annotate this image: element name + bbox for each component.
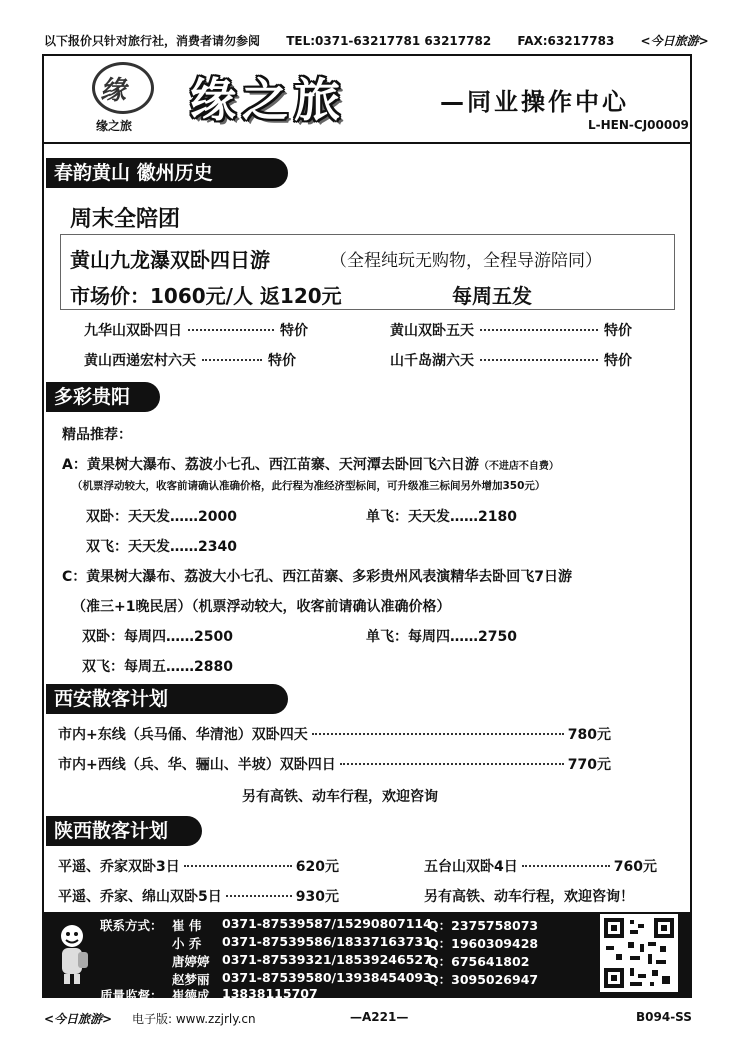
fax-number: FAX:63217783 — [517, 34, 615, 48]
contact-qq: Q：2375758073 — [428, 918, 539, 933]
promo-tour-note: （全程纯玩无购物，全程导游陪同） — [330, 251, 602, 271]
contact-phone: 0371-87539587/15290807114 — [222, 916, 432, 931]
brand-title: 缘之旅 — [190, 73, 346, 127]
item-price: 特价 — [604, 353, 632, 369]
item-name: 五台山双卧4日 — [424, 859, 518, 875]
item-name: 九华山双卧四日 — [84, 323, 182, 339]
contact-name: 小 乔 — [172, 936, 202, 951]
quality-label: 质量监督： — [100, 988, 163, 1003]
route-a-note: （机票浮动较大，收客前请确认准确价格，此行程为准经济型标间，可升级准三标间另外增加350元） — [72, 480, 546, 492]
route-a-name: A：黄果树大瀑布、荔波小七孔、西江苗寨、天河潭去卧回飞六日游 — [62, 457, 479, 473]
tour-subtitle: 周末全陪团 — [70, 207, 181, 232]
recommend-label: 精品推荐： — [62, 427, 132, 443]
contact-phone: 0371-87539586/18337163731 — [222, 934, 432, 949]
xian-note: 另有高铁、动车行程，欢迎咨询 — [242, 789, 438, 805]
section-title-huangshan: 春韵黄山 徽州历史 — [46, 158, 288, 188]
publication-name: <今日旅游> — [44, 1012, 113, 1026]
mascot-icon — [52, 922, 92, 986]
quality-name: 崔德成 — [172, 988, 210, 1003]
publication-name: <今日旅游> — [640, 34, 709, 48]
route-a-price: 单飞：天天发……2180 — [366, 509, 517, 525]
item-price: 特价 — [268, 353, 296, 369]
list-item — [58, 724, 611, 744]
qr-code-icon[interactable] — [600, 914, 678, 992]
contact-phone: 0371-87539580/13938454093 — [222, 970, 432, 985]
item-price: 770元 — [567, 757, 611, 773]
route-c-title: C：黄果树大瀑布、荔波大小七孔、西江苗寨、多彩贵州风表演精华去卧回飞7日游 — [62, 569, 573, 585]
item-name: 黄山西递宏村六天 — [84, 353, 196, 369]
item-price: 930元 — [295, 889, 339, 905]
item-name: 市内+东线（兵马俑、华清池）双卧四天 — [58, 727, 308, 743]
route-c-note: （准三+1晚民居）（机票浮动较大，收客前请确认准确价格） — [72, 599, 451, 615]
item-name: 山千岛湖六天 — [390, 353, 474, 369]
item-price: 特价 — [280, 323, 308, 339]
list-item — [58, 856, 339, 876]
license-number: L-HEN-CJ00009 — [588, 118, 689, 132]
agency-notice: 以下报价只针对旅行社，消费者请勿参阅 — [44, 34, 261, 48]
route-a-title — [62, 454, 559, 474]
route-a-price: 双卧：天天发……2000 — [86, 509, 237, 525]
item-name: 市内+西线（兵、华、骊山、半坡）双卧四日 — [58, 757, 336, 773]
promo-price: 市场价：1060元/人 返120元 — [70, 284, 342, 308]
contact-name: 唐婷婷 — [172, 954, 210, 969]
route-a-price: 双飞：天天发……2340 — [86, 539, 237, 555]
item-price: 620元 — [295, 859, 339, 875]
contact-qq: Q：675641802 — [428, 954, 530, 969]
logo-subtitle: 缘之旅 — [96, 119, 133, 133]
contact-phone: 0371-87539321/18539246527 — [222, 952, 432, 967]
list-item — [390, 350, 632, 370]
quality-phone: 13838115707 — [222, 986, 318, 1001]
list-item — [424, 856, 657, 876]
item-name: 平遥、乔家双卧3日 — [58, 859, 180, 875]
page-number: —A221— — [350, 1010, 409, 1024]
list-item — [58, 754, 611, 774]
item-price: 特价 — [604, 323, 632, 339]
route-c-price: 双飞：每周五……2880 — [82, 659, 233, 675]
route-a-tag: （不进店不自费） — [478, 461, 559, 472]
contact-qq: Q：3095026947 — [428, 972, 539, 987]
item-name: 平遥、乔家、绵山双卧5日 — [58, 889, 222, 905]
list-item — [84, 320, 308, 340]
edition-link[interactable]: 电子版: www.zzjrly.cn — [132, 1012, 256, 1026]
section-title-xian: 西安散客计划 — [46, 684, 288, 714]
contact-qq: Q：1960309428 — [428, 936, 539, 951]
tel-numbers: TEL:0371-63217781 63217782 — [286, 34, 492, 48]
contact-name: 赵梦丽 — [172, 972, 210, 987]
item-price: 760元 — [613, 859, 657, 875]
route-c-price: 单飞：每周四……2750 — [366, 629, 517, 645]
section-title-guiyang: 多彩贵阳 — [46, 382, 160, 412]
item-price: 780元 — [567, 727, 611, 743]
top-notice-bar — [44, 32, 731, 49]
issue-code: B094-SS — [636, 1010, 692, 1024]
list-item — [390, 320, 632, 340]
logo-mark: 缘 — [100, 76, 125, 106]
contact-label: 联系方式： — [100, 918, 163, 933]
promo-tour-name: 黄山九龙瀑双卧四日游 — [70, 248, 270, 272]
promo-schedule: 每周五发 — [452, 284, 532, 308]
brand-slogan: —同业操作中心 — [440, 88, 629, 116]
shaanxi-note: 另有高铁、动车行程，欢迎咨询！ — [424, 889, 634, 905]
contact-name: 崔 伟 — [172, 918, 202, 933]
list-item — [84, 350, 296, 370]
list-item — [58, 886, 339, 906]
route-c-price: 双卧：每周四……2500 — [82, 629, 233, 645]
section-title-shaanxi: 陕西散客计划 — [46, 816, 202, 846]
item-name: 黄山双卧五天 — [390, 323, 474, 339]
